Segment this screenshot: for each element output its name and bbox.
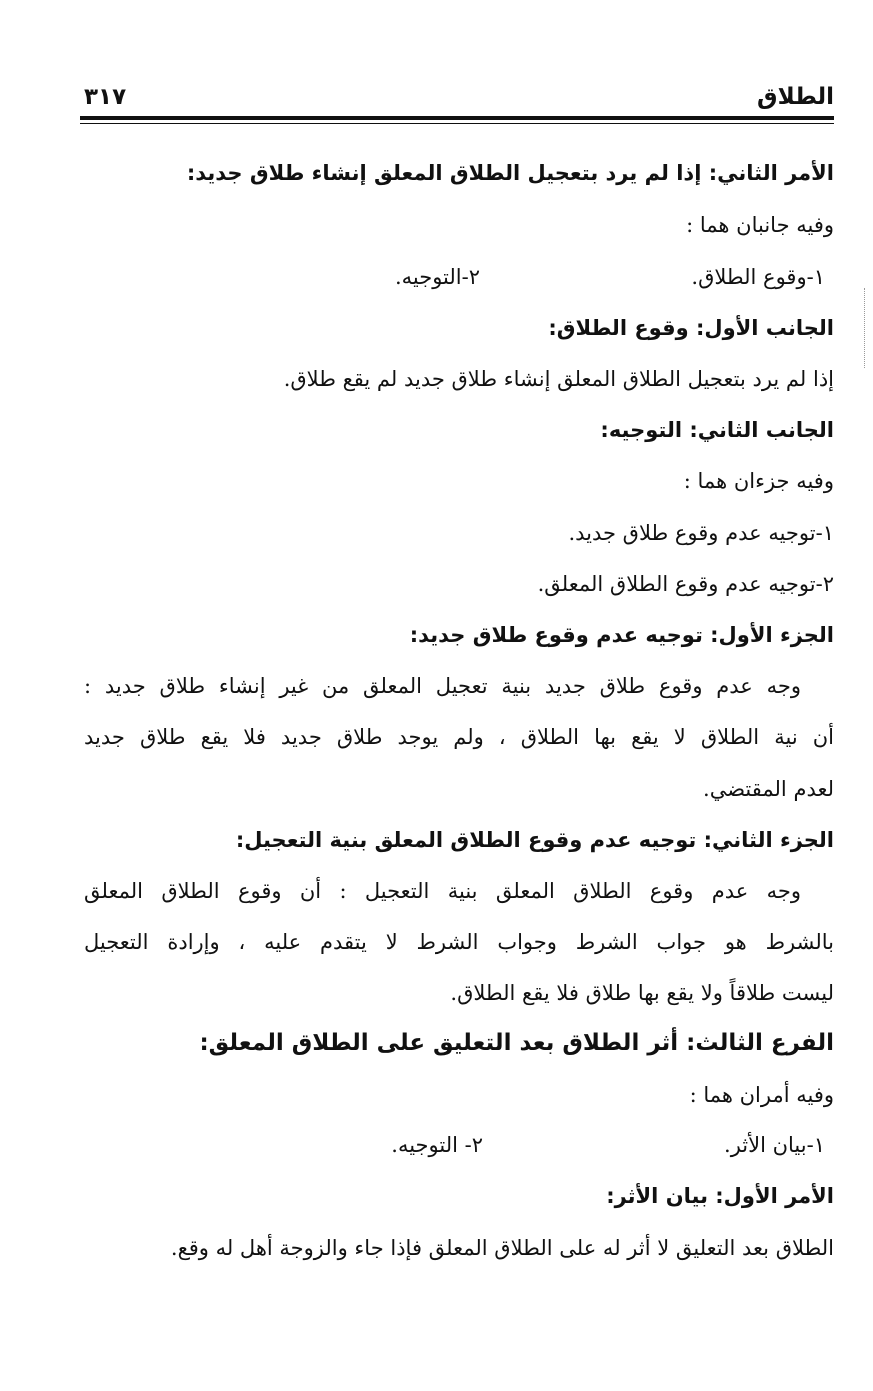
paragraph-amran: وفيه أمران هما :	[689, 1083, 834, 1107]
running-title: الطلاق	[757, 84, 834, 110]
margin-mark	[862, 288, 865, 368]
heading-janib-thani: الجانب الثاني: التوجيه:	[600, 418, 834, 442]
list-item-tawjih-jadid: ١-توجيه عدم وقوع طلاق جديد.	[568, 521, 834, 545]
heading-juz-awwal: الجزء الأول: توجيه عدم وقوع طلاق جديد:	[409, 623, 834, 647]
paragraph-wajh2-line2: بالشرط هو جواب الشرط وجواب الشرط لا يتقدم عليه ، وإرادة التعجيل	[84, 930, 834, 954]
heading-amr-awwal: الأمر الأول: بيان الأثر:	[606, 1184, 834, 1208]
list-item-tawjih-muallaq: ٢-توجيه عدم وقوع الطلاق المعلق.	[537, 572, 834, 596]
list-item-tawjih: ٢-التوجيه.	[394, 265, 480, 289]
page-number: ٣١٧	[84, 84, 127, 110]
paragraph-wuqu: إذا لم يرد بتعجيل الطلاق المعلق إنشاء طلاق جديد لم يقع طلاق.	[283, 367, 834, 391]
heading-amr-thani: الأمر الثاني: إذا لم يرد بتعجيل الطلاق المعلق إنشاء طلاق جديد:	[186, 161, 834, 185]
paragraph-wajh2-line3: ليست طلاقاً ولا يقع بها طلاق فلا يقع الطلاق.	[450, 981, 834, 1005]
page-header	[80, 80, 834, 120]
header-rule-thin	[80, 123, 834, 124]
paragraph-wajh1-line3: لعدم المقتضي.	[703, 777, 834, 801]
list-item-tawjih-2: ٢- التوجيه.	[391, 1133, 483, 1157]
paragraph-wajh2-line1: وجه عدم وقوع الطلاق المعلق بنية التعجيل : أن وقوع الطلاق المعلق	[84, 879, 801, 903]
paragraph-wajh1-line1: وجه عدم وقوع طلاق جديد بنية تعجيل المعلق من غير إنشاء طلاق جديد :	[84, 674, 801, 698]
heading-janib-awwal: الجانب الأول: وقوع الطلاق:	[548, 316, 834, 340]
paragraph-juzan: وفيه جزءان هما :	[683, 469, 834, 493]
paragraph-wajh1-line2: أن نية الطلاق لا يقع بها الطلاق ، ولم يوجد طلاق جديد فلا يقع طلاق جديد	[84, 725, 834, 749]
paragraph-athar: الطلاق بعد التعليق لا أثر له على الطلاق المعلق فإذا جاء والزوجة أهل له وقع.	[170, 1236, 834, 1260]
paragraph-janiban: وفيه جانبان هما :	[686, 213, 834, 237]
header-rule-thick	[80, 116, 834, 120]
heading-juz-thani: الجزء الثاني: توجيه عدم وقوع الطلاق المعلق بنية التعجيل:	[235, 828, 834, 852]
heading-far-thalith: الفرع الثالث: أثر الطلاق بعد التعليق على الطلاق المعلق:	[199, 1030, 834, 1056]
list-item-bayan: ١-بيان الأثر.	[724, 1133, 825, 1157]
list-item-wuqu: ١-وقوع الطلاق.	[691, 265, 825, 289]
